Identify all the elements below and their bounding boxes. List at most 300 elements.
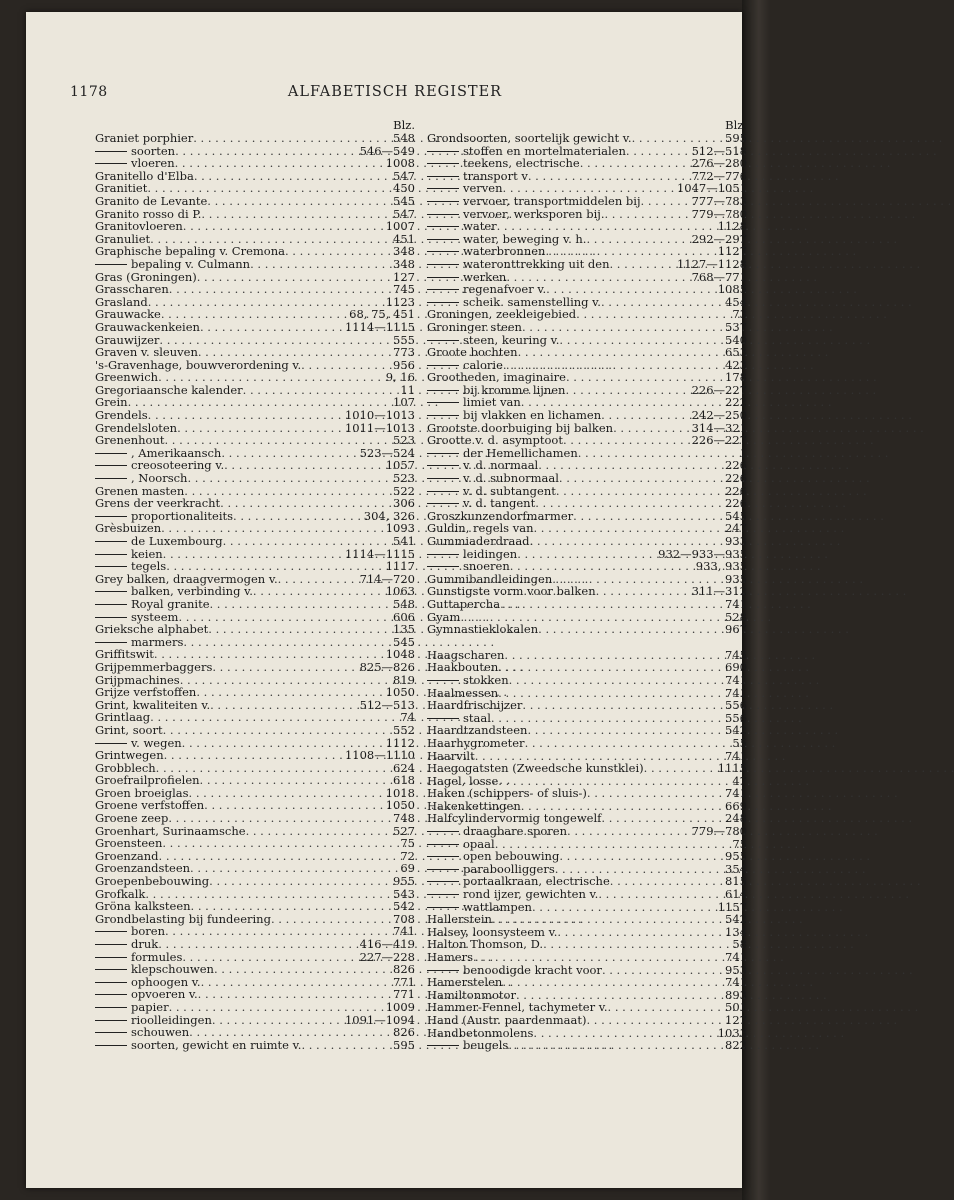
ditto-dash (95, 931, 127, 932)
page-number: 1178 (70, 84, 108, 100)
index-entry-pages: 714—720 (359, 571, 415, 586)
dot-leader (522, 321, 723, 334)
index-entry-label: , Amerikaansch (131, 445, 222, 460)
dot-leader (163, 724, 391, 737)
ditto-dash (427, 491, 459, 492)
index-entry-pages: 779—780 (691, 824, 747, 839)
index-entry-label: Haalmessen (427, 685, 499, 700)
index-entry-label: rond ijzer, gewichten v. (463, 887, 599, 902)
index-entry-label: Grieksche alphabet (95, 622, 209, 637)
index-entry-label: paraboolliggers (463, 861, 555, 876)
ditto-dash (95, 566, 127, 567)
index-entry-label: Haagscharen (427, 647, 505, 662)
ditto-dash (427, 151, 459, 152)
index-entry-list (95, 132, 415, 1051)
dot-leader (148, 409, 343, 422)
ditto-dash (427, 465, 459, 466)
index-entry (95, 686, 415, 699)
index-entry-pages: 226 (725, 458, 747, 473)
index-entry-label: Groenzand (95, 848, 159, 863)
ditto-dash (427, 289, 459, 290)
index-entry (95, 1039, 415, 1052)
dot-leader (609, 258, 674, 271)
ditto-dash (427, 415, 459, 416)
index-entry-label: vervoer, transportmiddelen bij (463, 193, 641, 208)
index-entry-pages: 348 (393, 244, 415, 259)
index-entry-label: Grijze verfstoffen (95, 685, 197, 700)
index-entry-pages: 556 (725, 698, 747, 713)
index-entry-label: Groene zeep (95, 811, 169, 826)
index-entry-pages: 708 (393, 911, 415, 926)
index-entry-pages: 227—228 (359, 949, 415, 964)
index-entry-pages: 545 (725, 508, 747, 523)
index-entry-pages: 226—227 (691, 433, 747, 448)
index-entry-pages: 741 (393, 924, 415, 939)
ditto-dash (95, 478, 127, 479)
index-entry-pages: 1128 (717, 219, 747, 234)
ditto-dash (95, 554, 127, 555)
index-entry (95, 371, 415, 384)
index-entry-pages: 624 (393, 760, 415, 775)
index-entry-label: Hallerstein (427, 912, 492, 927)
index-entry (427, 1039, 747, 1052)
index-entry (427, 825, 747, 838)
index-entry-label: de Luxembourg (131, 534, 223, 548)
index-entry-pages: 771 (393, 987, 415, 1002)
index-entry-label: Groenhart, Surinaamsche (95, 823, 246, 838)
dot-leader (510, 560, 694, 573)
index-entry-label: waterbronnen (463, 244, 546, 259)
index-entry-pages: 1117 (385, 559, 415, 574)
dot-leader (214, 963, 391, 976)
index-entry (95, 724, 415, 737)
index-entry-label: Groensteen (95, 836, 163, 851)
index-entry-pages: 546—549 (359, 143, 415, 158)
index-entry-label: druk (131, 937, 159, 951)
index-entry-label: Hamiltonmotor (427, 987, 516, 1002)
index-entry-pages: 134 (725, 924, 747, 939)
index-entry (95, 409, 415, 422)
dot-leader (158, 938, 357, 951)
ditto-dash (427, 277, 459, 278)
index-entry-pages: 653 (725, 345, 747, 360)
index-entry-label: Hammer-Fennel, tachymeter v. (427, 1000, 608, 1015)
index-entry-pages: 537 (725, 319, 747, 334)
index-entry-pages: 501 (725, 1000, 747, 1015)
index-entry-label: bepaling v. Culmann (131, 256, 251, 271)
index-entry-label: Gunstigste vorm voor balken (427, 584, 596, 599)
index-entry-pages: 893 (725, 987, 747, 1002)
index-entry-label: Grijpmachines (95, 672, 180, 687)
index-entry-label: schouwen (131, 1025, 190, 1040)
index-entry (95, 434, 415, 447)
index-entry (95, 346, 415, 359)
index-entry (95, 598, 415, 611)
ditto-dash (95, 642, 127, 643)
index-entry-label: Groen broeiglas (95, 785, 189, 800)
ditto-dash (427, 869, 459, 870)
index-entry (427, 598, 747, 611)
ditto-dash (427, 554, 459, 555)
index-entry (427, 888, 747, 901)
index-entry-pages: 935 (725, 571, 747, 586)
ditto-dash (427, 188, 459, 189)
index-entry-pages: 748 (393, 811, 415, 826)
index-entry (95, 497, 415, 510)
index-entry (95, 560, 415, 573)
index-entry-pages: 226—227 (691, 382, 747, 397)
index-entry-label: Graniet porphier (95, 131, 194, 145)
index-entry-pages: 1010—1013 (344, 408, 415, 423)
index-entry-label: Grendelsloten (95, 420, 178, 435)
index-entry-pages: 1093 (385, 521, 415, 536)
index-entry (427, 976, 747, 989)
index-entry-pages: 527 (393, 823, 415, 838)
ditto-dash (95, 591, 127, 592)
index-entry-pages: 933 (725, 534, 747, 548)
index-entry-label: bij kromme lijnen (463, 382, 566, 397)
index-entry-label: Hakenkettingen (427, 798, 521, 813)
index-entry-pages: 416—419 (359, 937, 415, 951)
index-entry (95, 535, 415, 548)
index-entry-pages: 450 (393, 181, 415, 196)
index-entry-label: Grens der veerkracht (95, 496, 221, 511)
dot-leader (175, 157, 384, 170)
index-entry-label: Halsey, loonsysteem v. (427, 924, 558, 939)
index-entry (427, 850, 747, 863)
index-entry-pages: 540 (725, 332, 747, 347)
index-entry-pages: 68, 75, 451 (349, 307, 415, 322)
ditto-dash (427, 907, 459, 908)
index-entry-pages: 932—933—935 (658, 546, 747, 561)
ditto-dash (427, 201, 459, 202)
dot-leader (508, 1039, 723, 1052)
index-entry-label: leidingen (463, 546, 518, 561)
dot-leader (567, 825, 690, 838)
ditto-dash (427, 340, 459, 341)
index-entry-label: Halton Thomson, D. (427, 937, 544, 952)
index-entry-pages: 127 (725, 1012, 747, 1027)
dot-leader (632, 132, 723, 145)
index-entry-label: werken (463, 269, 507, 284)
ditto-dash (95, 516, 127, 517)
index-entry-label: rioolleidingen (131, 1012, 212, 1027)
index-entry-pages: 314—321 (691, 420, 747, 435)
column-heading-blz: Blz. (393, 118, 415, 132)
index-entry-pages: 454 (725, 294, 747, 309)
index-entry-pages: 541 (393, 534, 415, 548)
dot-leader (538, 623, 723, 636)
index-entry-pages: 11 (400, 382, 415, 397)
index-entry-label: Grey balken, draagvermogen v. (95, 571, 278, 586)
index-entry-label: regenafvoer v. (463, 282, 547, 297)
index-entry-label: marmers (131, 634, 184, 649)
index-entry-pages: 135 (393, 622, 415, 637)
ditto-dash (427, 163, 459, 164)
index-entry-pages: 1127—1128 (676, 256, 747, 271)
index-entry-label: Groefrailprofielen (95, 773, 200, 788)
index-entry-label: Gröna kalksteen (95, 899, 191, 914)
dot-leader (183, 220, 384, 233)
dot-leader (200, 774, 392, 787)
dot-leader (598, 888, 723, 901)
index-entry-pages: 1007 (385, 219, 415, 234)
index-entry (427, 258, 747, 271)
index-entry (427, 220, 747, 233)
index-entry-pages: 1050 (385, 798, 415, 813)
index-entry-pages: 107 (393, 395, 415, 410)
dot-leader (525, 737, 731, 750)
index-entry-pages: 512—513 (359, 697, 415, 712)
index-entry-pages: 1057 (385, 458, 415, 473)
index-entry-label: Grauwijzer (95, 332, 160, 347)
index-entry (427, 346, 747, 359)
index-entry (95, 321, 415, 334)
index-entry-pages: 423 (725, 357, 747, 372)
index-entry-pages: 248 (725, 811, 747, 826)
index-entry-pages: 825—826 (359, 659, 415, 674)
ditto-dash (95, 743, 127, 744)
ditto-dash (95, 465, 127, 466)
index-entry-label: Grasscharen (95, 282, 169, 297)
index-entry-label: Granitiet (95, 181, 148, 196)
dot-leader (509, 674, 723, 687)
dot-leader (530, 535, 724, 548)
index-entry-pages: 690 (725, 660, 747, 675)
index-entry-label: Graphische bepaling v. Cremona (95, 244, 285, 259)
dot-leader (580, 157, 690, 170)
index-entry-label: Haarhygrometer (427, 735, 525, 750)
index-entry-label: Graven v. sleuven (95, 345, 198, 360)
index-entry-label: Gras (Groningen) (95, 269, 197, 284)
index-entry-pages: 306 (393, 496, 415, 511)
index-entry-pages: 955 (725, 849, 747, 864)
dot-leader (601, 409, 689, 422)
index-entry-label: benoodigde kracht voor (463, 962, 602, 977)
index-entry-pages: 55 (732, 735, 747, 750)
index-entry-label: Grobblech (95, 760, 156, 775)
ditto-dash (95, 994, 127, 995)
index-entry-pages: 1127 (717, 244, 747, 259)
index-entry-label: Haardtzandsteen (427, 723, 528, 738)
ditto-dash (427, 214, 459, 215)
index-entry-pages: 247 (725, 521, 747, 536)
index-entry (95, 963, 415, 976)
index-entry-pages: 741 (725, 596, 747, 611)
index-entry (427, 497, 747, 510)
index-entry-label: opaal (463, 836, 495, 851)
ditto-dash (95, 1020, 127, 1021)
index-entry-pages: 1085 (717, 282, 747, 297)
dot-leader (566, 371, 723, 384)
index-entry (427, 699, 747, 712)
index-entry-pages: 1033 (717, 1025, 747, 1040)
index-entry-label: Haken (schippers- of sluis-) (427, 786, 587, 801)
dot-leader (196, 686, 383, 699)
dot-leader (164, 749, 343, 762)
index-entry-pages: 523 (393, 471, 415, 486)
index-entry-pages: 777—783 (691, 193, 747, 208)
index-entry (95, 258, 415, 271)
index-entry-pages: 1123 (385, 294, 415, 309)
dot-leader (198, 346, 391, 359)
index-entry-label: Grintlaag (95, 710, 151, 725)
index-entry-label: systeem (131, 609, 179, 624)
index-entry-label: Hamerstelen (427, 975, 503, 990)
index-entry-pages: 669 (725, 798, 747, 813)
ditto-dash (427, 365, 459, 366)
index-entry-label: scheik. samenstelling v. (463, 294, 601, 309)
ditto-dash (427, 566, 459, 567)
index-entry-label: Groningen, zeekleigebied (427, 307, 577, 322)
index-entry (95, 220, 415, 233)
index-entry-label: water (463, 219, 497, 234)
index-entry-pages: 1050 (385, 685, 415, 700)
ditto-dash (427, 680, 459, 681)
index-entry-label: Groepenbebouwing (95, 874, 210, 889)
index-entry-label: Hamers (427, 950, 473, 964)
dot-leader (169, 1001, 384, 1014)
ditto-dash (427, 226, 459, 227)
index-entry-label: Granuliet (95, 231, 151, 246)
index-entry-label: Groenzandsteen (95, 861, 191, 876)
dot-leader (586, 1014, 723, 1027)
page-header (70, 84, 720, 106)
index-entry-label: Gregoriaansche kalender (95, 382, 243, 397)
ditto-dash (427, 302, 459, 303)
index-entry-label: Grint, soort (95, 722, 163, 737)
index-entry-label: Grendels (95, 408, 148, 423)
index-column-right (427, 119, 747, 1052)
index-entry-pages: 606 (393, 609, 415, 624)
ditto-dash (427, 239, 459, 240)
index-entry (427, 623, 747, 636)
index-entry-pages: 528 (725, 609, 747, 624)
ditto-dash (427, 970, 459, 971)
index-entry-label: Griffitswit (95, 647, 154, 662)
dot-leader (166, 560, 384, 573)
index-entry-pages: 745 (393, 282, 415, 297)
index-entry-pages: 354 (725, 861, 747, 876)
index-entry-label: proportionaliteits (131, 508, 234, 523)
dot-leader (164, 434, 391, 447)
index-entry-pages: 768—771 (691, 269, 747, 284)
index-entry-label: wattlampen (463, 899, 532, 914)
index-entry-pages: 745 (725, 647, 747, 662)
ditto-dash (427, 402, 459, 403)
index-entry-pages: 953 (725, 962, 747, 977)
index-entry-pages: 741 (725, 748, 747, 763)
index-entry-pages: 242—250 (691, 408, 747, 423)
index-entry-pages: 522 (393, 483, 415, 498)
index-entry-label: Grein (95, 395, 128, 410)
index-entry-pages: 542 (393, 899, 415, 914)
index-entry-label: Grijpemmerbaggers (95, 659, 213, 674)
index-entry-pages: 292—297 (691, 231, 747, 246)
dot-leader (158, 371, 384, 384)
index-entry-label: Grauwacke (95, 307, 161, 322)
index-entry (427, 434, 747, 447)
index-entry-pages: 548 (393, 131, 415, 145)
index-entry-pages: 555 (393, 332, 415, 347)
index-entry-pages: 47 (732, 773, 747, 788)
dot-leader (587, 787, 723, 800)
index-entry-label: ophoogen v. (131, 974, 201, 989)
index-entry-label: papier (131, 999, 169, 1014)
ditto-dash (427, 856, 459, 857)
index-entry (95, 195, 415, 208)
index-entry-label: Guldin, regels van (427, 521, 534, 536)
index-entry (427, 762, 747, 775)
index-entry-pages: 771 (393, 974, 415, 989)
index-entry-label: Haardfrischijzer (427, 698, 523, 713)
index-entry-label: water, beweging v. h. (463, 231, 587, 246)
index-entry (427, 951, 747, 964)
index-entry-pages: 1157 (717, 899, 747, 914)
index-entry-pages: 822 (725, 1038, 747, 1053)
dot-leader (522, 699, 723, 712)
index-entry-pages: 512—518 (691, 143, 747, 158)
index-entry-label: Grondbelasting bij fundeering (95, 911, 271, 926)
index-entry-pages: 1115 (717, 761, 747, 776)
index-entry (95, 812, 415, 825)
index-entry-pages: 741 (725, 786, 747, 801)
index-entry-pages: 1048 (385, 647, 415, 662)
index-entry-pages: 595 (725, 131, 747, 145)
index-entry-pages: 741 (725, 975, 747, 990)
index-entry-label: Haegogatsten (Zweedsche kunstklei) (427, 761, 644, 776)
index-entry-pages: 552 (393, 722, 415, 737)
dot-leader (169, 283, 391, 296)
index-entry (95, 774, 415, 787)
index-entry-label: Groote bochten (427, 345, 518, 360)
index-entry-pages: 1108—1110 (344, 748, 415, 763)
index-entry (95, 837, 415, 850)
index-entry-pages: 451 (393, 231, 415, 246)
index-entry-pages: 226 (725, 496, 747, 511)
index-entry-label: Granito rosso di P. (95, 206, 202, 221)
index-entry-pages: 819 (393, 672, 415, 687)
ditto-dash (95, 1045, 127, 1046)
index-entry-label: Haarvilt (427, 748, 475, 763)
index-entry (95, 283, 415, 296)
index-entry (427, 321, 747, 334)
index-entry-pages: 545 (393, 634, 415, 649)
index-entry-label: balken, verbinding v. (131, 584, 253, 599)
index-entry-pages: 226 (725, 483, 747, 498)
ditto-dash (95, 969, 127, 970)
index-entry-pages: 1091—1094 (344, 1012, 415, 1027)
index-entry-pages: 741 (725, 950, 747, 964)
ditto-dash (95, 617, 127, 618)
index-entry-pages: 815 (725, 874, 747, 889)
ditto-dash (95, 163, 127, 164)
dot-leader (563, 434, 690, 447)
index-entry-label: Grenen masten (95, 483, 185, 498)
index-entry-label: , Noorsch (131, 471, 188, 486)
ditto-dash (427, 176, 459, 177)
index-entry-label: Grootte v. d. asymptoot (427, 433, 563, 448)
dot-leader (189, 1026, 391, 1039)
dot-leader (535, 497, 723, 510)
index-entry-pages: 614 (725, 887, 747, 902)
index-entry-pages: 556 (725, 710, 747, 725)
index-entry-pages: 178 (725, 370, 747, 385)
index-entry-label: tegels (131, 559, 167, 574)
index-entry-label: Handbetonmolens (427, 1025, 534, 1040)
index-entry-pages: 72 (400, 848, 415, 863)
index-entry-label: transport v (463, 168, 528, 183)
